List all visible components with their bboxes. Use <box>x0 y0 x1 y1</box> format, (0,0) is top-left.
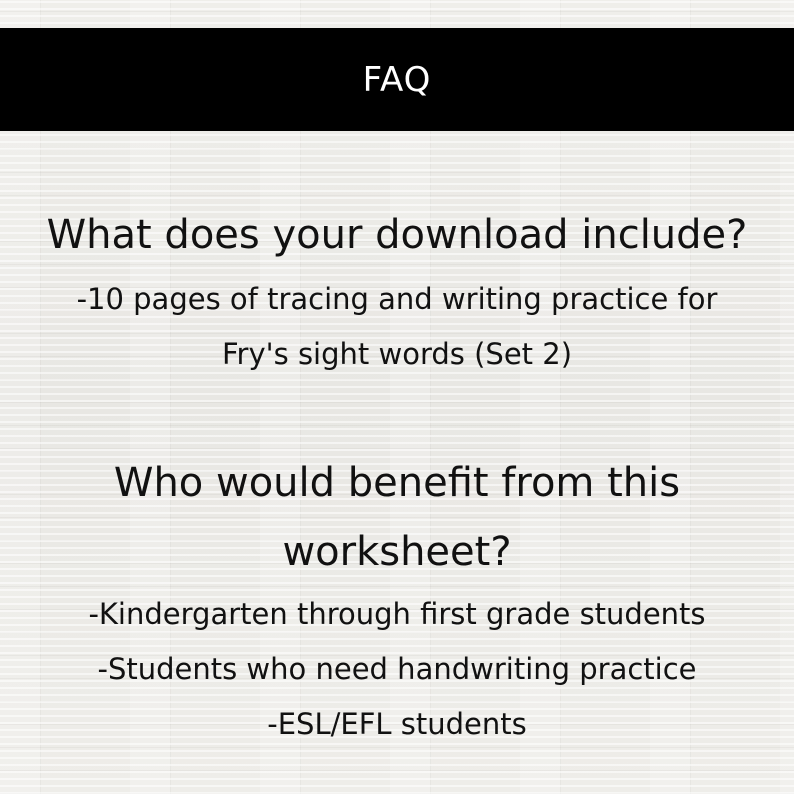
faq-question-1: What does your download include? <box>46 212 748 258</box>
faq-answer-1-line-2: Fry's sight words (Set 2) <box>221 337 573 371</box>
page-title: FAQ <box>362 59 432 100</box>
faq-question-2-line-1: Who would benefit from this <box>113 460 681 506</box>
faq-answer-2-line-2: -Students who need handwriting practice <box>97 652 697 686</box>
faq-answer-2-line-1: -Kindergarten through first grade students <box>88 597 706 631</box>
faq-question-2-line-2: worksheet? <box>282 529 512 575</box>
faq-answer-1-line-1: -10 pages of tracing and writing practice for <box>76 282 718 316</box>
faq-answer-2-line-3: -ESL/EFL students <box>267 707 527 741</box>
